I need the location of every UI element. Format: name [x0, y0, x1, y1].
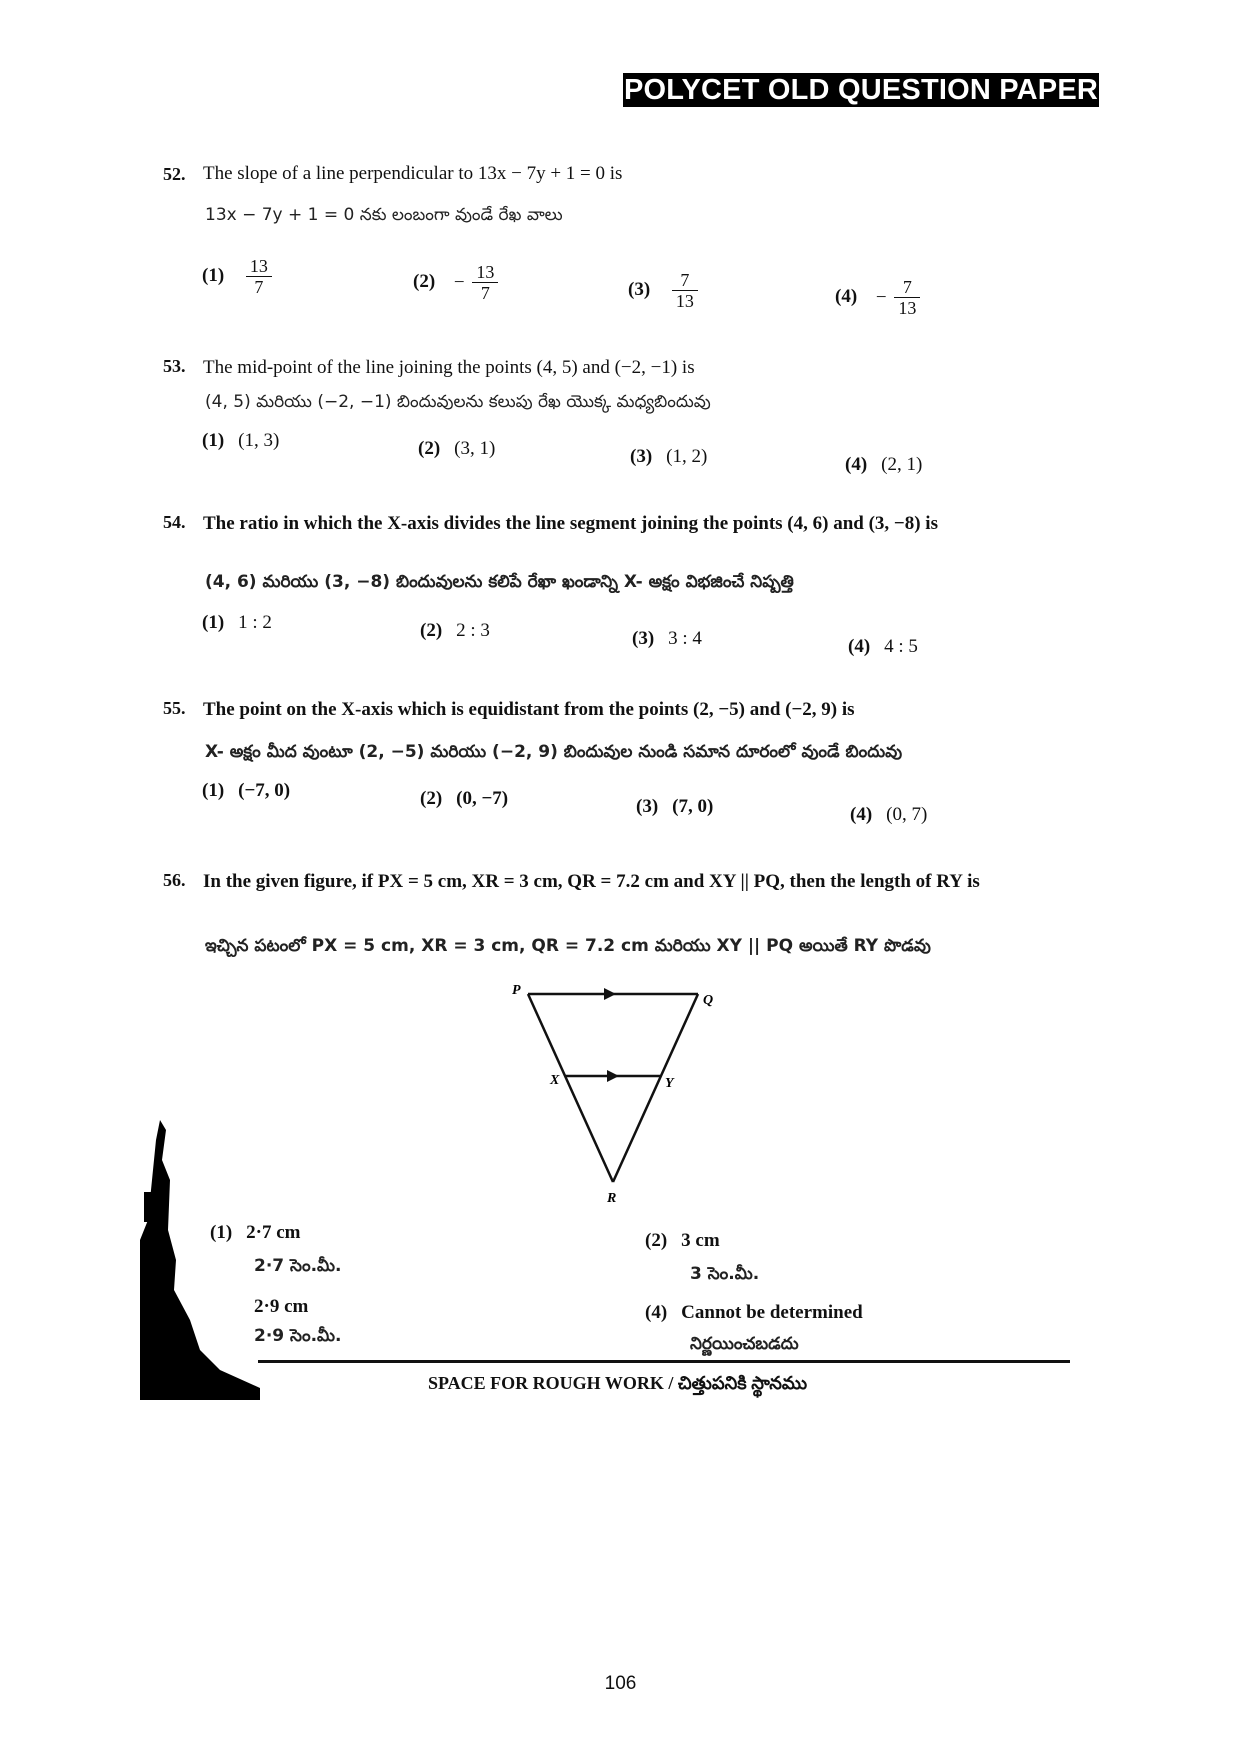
question-56-option-3: 2·9 cm [254, 1296, 309, 1317]
question-56-option-1: (1) 2·7 cm [210, 1222, 301, 1243]
label-r: R [607, 1191, 617, 1206]
question-52-telugu: 13x − 7y + 1 = 0 నకు లంబంగా వుండే రేఖ వాలు [205, 205, 563, 225]
question-55-text: The point on the X-axis which is equidistant from the points (2, −5) and (−2, 9) is [203, 699, 855, 720]
rough-work-divider [258, 1360, 1070, 1363]
question-52-option-1: (1) $\frac{13}{7}$ [202, 256, 272, 297]
question-55-option-3: (3) (7, 0) [636, 796, 714, 817]
question-54-option-1: (1) 1 : 2 [202, 612, 272, 633]
question-54-option-3: (3) 3 : 4 [632, 628, 702, 649]
question-52-option-3: (3) $\frac{7}{13}$ [628, 270, 698, 311]
question-56-option-4: (4) Cannot be determined [645, 1302, 863, 1323]
question-55-number: 55. [163, 698, 186, 718]
scan-shadow [140, 1120, 260, 1400]
question-53-option-3: (3) (1, 2) [630, 446, 708, 467]
question-53-number: 53. [163, 356, 186, 376]
question-52-text: The slope of a line perpendicular to 13x − 7y + 1 = 0 is [203, 163, 623, 184]
question-54-number: 54. [163, 512, 186, 532]
question-56-text: In the given figure, if PX = 5 cm, XR = 3 cm, QR = 7.2 cm and XY || PQ, then the length of RY is [203, 871, 980, 892]
label-y: Y [665, 1076, 674, 1091]
question-52-option-4: (4) − $\frac{7}{13}$ [835, 277, 920, 318]
question-56-option-2: (2) 3 cm [645, 1230, 720, 1251]
header-banner: POLYCET OLD QUESTION PAPER [623, 74, 1099, 106]
arrow-pq-icon [604, 988, 616, 1000]
question-56-option-2-telugu: 3 సెం.మీ. [690, 1264, 760, 1284]
question-53-text: The mid-point of the line joining the points (4, 5) and (−2, −1) is [203, 357, 695, 378]
rough-work-label: SPACE FOR ROUGH WORK / చిత్తుపనికి స్థానము [428, 1373, 808, 1393]
question-55-option-4: (4) (0, 7) [850, 804, 928, 825]
question-53-option-1: (1) (1, 3) [202, 430, 280, 451]
page-number: 106 [604, 1673, 637, 1694]
question-54-option-4: (4) 4 : 5 [848, 636, 918, 657]
label-q: Q [703, 993, 714, 1008]
question-52-number: 52. [163, 164, 186, 184]
question-55-telugu: X- అక్షం మీద వుంటూ (2, −5) మరియు (−2, 9) బిందువుల నుండి సమాన దూరంలో వుండే బిందువు [205, 742, 903, 762]
question-56-option-4-telugu: నిర్ణయించబడదు [690, 1334, 799, 1354]
question-53-telugu: (4, 5) మరియు (−2, −1) బిందువులను కలుపు రేఖ యొక్క మధ్యబిందువు [205, 392, 711, 412]
arrow-xy-icon [607, 1070, 619, 1082]
triangle-figure [500, 983, 740, 1212]
label-p: P [512, 983, 521, 998]
question-54-option-2: (2) 2 : 3 [420, 620, 490, 641]
question-56-number: 56. [163, 870, 186, 890]
question-55-option-2: (2) (0, −7) [420, 788, 509, 809]
question-56-telugu: ఇచ్చిన పటంలో PX = 5 cm, XR = 3 cm, QR = 7.2 cm మరియు XY || PQ అయితే RY పొడవు [205, 936, 931, 956]
question-56-option-3-telugu: 2·9 సెం.మీ. [254, 1326, 342, 1346]
line-pr [528, 994, 613, 1182]
question-54-text: The ratio in which the X-axis divides the line segment joining the points (4, 6) and (3, −8) is [203, 513, 938, 534]
line-qr [613, 994, 698, 1182]
question-52-option-2: (2) − $\frac{13}{7}$ [413, 262, 498, 303]
question-53-option-4: (4) (2, 1) [845, 454, 923, 475]
question-55-option-1: (1) (−7, 0) [202, 780, 291, 801]
question-54-telugu: (4, 6) మరియు (3, −8) బిందువులను కలిపే రేఖా ఖండాన్ని X- అక్షం విభజించే నిష్పత్తి [205, 572, 794, 592]
question-53-option-2: (2) (3, 1) [418, 438, 496, 459]
question-56-option-1-telugu: 2·7 సెం.మీ. [254, 1256, 342, 1276]
label-x: X [550, 1073, 560, 1088]
